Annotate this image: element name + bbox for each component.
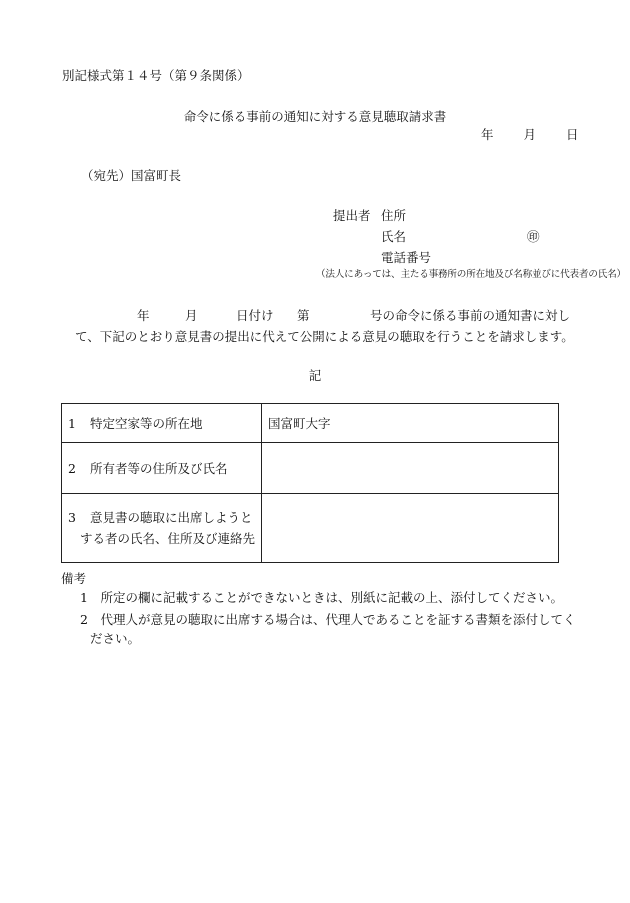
item-value-field[interactable] — [262, 443, 559, 494]
remark-item: 2 代理人が意見の聴取に出席する場合は、代理人であることを証する書類を添付してく — [80, 612, 576, 627]
body-line1-tail: 号の命令に係る事前の通知書に対し — [370, 308, 571, 323]
submitter-name-label: 氏名 — [381, 229, 407, 244]
item-label-text: 所有者等の住所及び氏名 — [90, 461, 228, 476]
item-number: 2 — [68, 461, 76, 476]
date-year: 年 — [481, 127, 494, 142]
submitter-label: 提出者 — [333, 208, 371, 223]
table-row — [62, 443, 559, 494]
item-number: 3 — [68, 510, 76, 525]
table-row — [62, 494, 559, 563]
body-dated: 日付け — [236, 308, 274, 323]
form-number: 別記様式第１４号（第９条関係） — [62, 68, 250, 83]
corporation-note: （法人にあっては、主たる事務所の所在地及び名称並びに代表者の氏名） — [316, 269, 626, 280]
item-label-text: 特定空家等の所在地 — [90, 416, 203, 431]
item-label-text: 意見書の聴取に出席しようと — [90, 510, 253, 525]
date-month: 月 — [523, 127, 536, 142]
seal-mark: ㊞ — [527, 229, 540, 244]
date-line — [481, 125, 578, 143]
body-no-prefix: 第 — [297, 308, 310, 323]
item-label — [62, 494, 262, 563]
addressee: （宛先）国富町長 — [81, 168, 182, 183]
date-day: 日 — [565, 127, 579, 142]
document-title: 命令に係る事前の通知に対する意見聴取請求書 — [183, 109, 447, 124]
item-value-field[interactable]: 国富町大字 — [262, 404, 559, 443]
remark-item: 1 所定の欄に記載することができないときは、別紙に記載の上、添付してください。 — [80, 590, 563, 605]
remark-item-continued: ださい。 — [90, 631, 141, 646]
body-year: 年 — [137, 308, 150, 323]
ki-heading: 記 — [308, 368, 322, 383]
item-label — [62, 443, 262, 494]
item-label — [62, 404, 262, 443]
item-label-text-cont: する者の氏名、住所及び連絡先 — [80, 531, 256, 546]
remarks-heading: 備考 — [61, 571, 87, 586]
body-line-2: て、下記のとおり意見書の提出に代えて公開による意見の聴取を行うことを請求します。 — [75, 329, 574, 344]
body-month: 月 — [185, 308, 198, 323]
items-table — [61, 403, 559, 563]
table-row — [62, 404, 559, 443]
submitter-address-label: 住所 — [381, 208, 407, 223]
item-number: 1 — [68, 416, 76, 431]
item-value-field[interactable] — [262, 494, 559, 563]
submitter-phone-label: 電話番号 — [381, 250, 432, 265]
